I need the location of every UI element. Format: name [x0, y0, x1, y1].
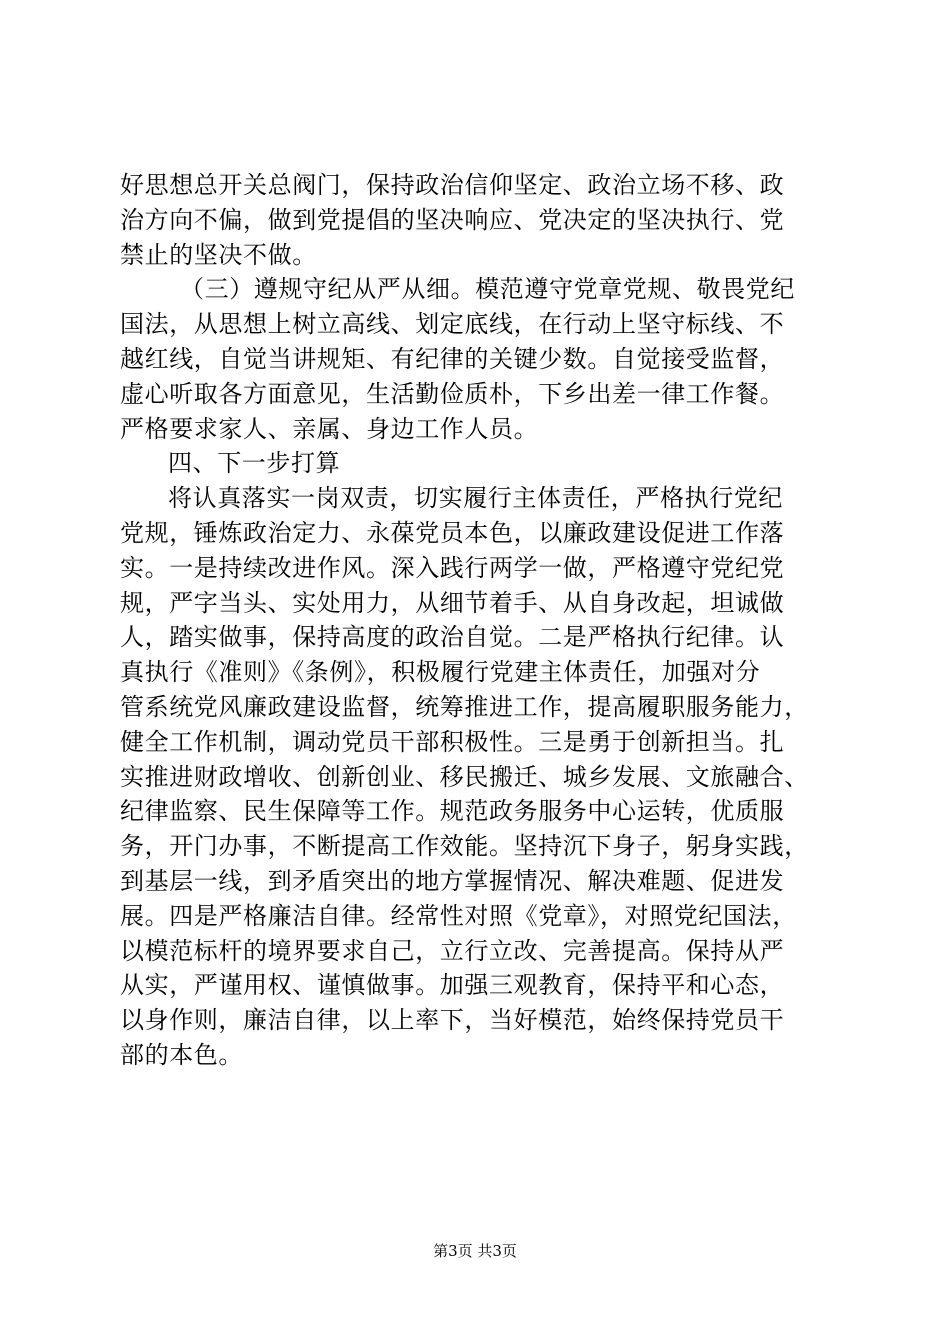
- page-number: 第3页 共3页: [433, 1242, 517, 1260]
- text-line: 人，踏实做事，保持高度的政治自觉。二是严格执行纪律。认: [120, 623, 785, 652]
- text-line: 严格要求家人、亲属、身边工作人员。: [120, 414, 539, 443]
- text-line: 实。一是持续改进作风。深入践行两学一做，严格遵守党纪党: [120, 553, 785, 582]
- text-line: 国法，从思想上树立高线、划定底线，在行动上坚守标线、不: [120, 310, 785, 339]
- text-line: 虚心听取各方面意见，生活勤俭质朴，下乡出差一律工作餐。: [120, 379, 785, 408]
- text-line: 以身作则，廉洁自律，以上率下，当好模范，始终保持党员干: [120, 1006, 785, 1035]
- section-heading: 四、下一步打算: [168, 449, 341, 478]
- text-line: 部的本色。: [120, 1040, 243, 1069]
- text-line: 规，严字当头、实处用力，从细节着手、从自身改起，坦诚做: [120, 588, 785, 617]
- text-line: 以模范标杆的境界要求自己，立行立改、完善提高。保持从严: [120, 936, 785, 965]
- text-line: 务，开门办事，不断提高工作效能。坚持沉下身子，躬身实践，: [120, 832, 809, 861]
- paragraph-start-line: 将认真落实一岗双责，切实履行主体责任，严格执行党纪: [168, 484, 783, 513]
- document-body: [120, 168, 840, 1073]
- text-line: 纪律监察、民生保障等工作。规范政务服务中心运转，优质服: [120, 797, 785, 826]
- text-line: 管系统党风廉政建设监督，统筹推进工作，提高履职服务能力，: [120, 692, 809, 721]
- text-line: 治方向不偏，做到党提倡的坚决响应、党决定的坚决执行、党: [120, 205, 785, 234]
- text-line: 好思想总开关总阀门，保持政治信仰坚定、政治立场不移、政: [120, 171, 785, 199]
- text-line: 越红线，自觉当讲规矩、有纪律的关键少数。自觉接受监督，: [120, 344, 785, 373]
- page-footer: [0, 1242, 950, 1260]
- text-line: 健全工作机制，调动党员干部积极性。三是勇于创新担当。扎: [120, 727, 785, 756]
- section-heading-line: （三）遵规守纪从严从细。模范遵守党章党规、敬畏党纪: [180, 275, 795, 304]
- text-line: 到基层一线，到矛盾突出的地方掌握情况、解决难题、促进发: [120, 866, 785, 895]
- text-line: 真执行《准则》《条例》，积极履行党建主体责任，加强对分: [120, 658, 761, 687]
- text-line: 党规，锤炼政治定力、永葆党员本色，以廉政建设促进工作落: [120, 518, 785, 547]
- text-line: 从实，严谨用权、谨慎做事。加强三观教育，保持平和心态，: [120, 971, 785, 1000]
- text-line: 实推进财政增收、创新创业、移民搬迁、城乡发展、文旅融合、: [120, 762, 809, 791]
- text-line: 展。四是严格廉洁自律。经常性对照《党章》，对照党纪国法，: [120, 901, 797, 930]
- text-line: 禁止的坚决不做。: [120, 240, 317, 269]
